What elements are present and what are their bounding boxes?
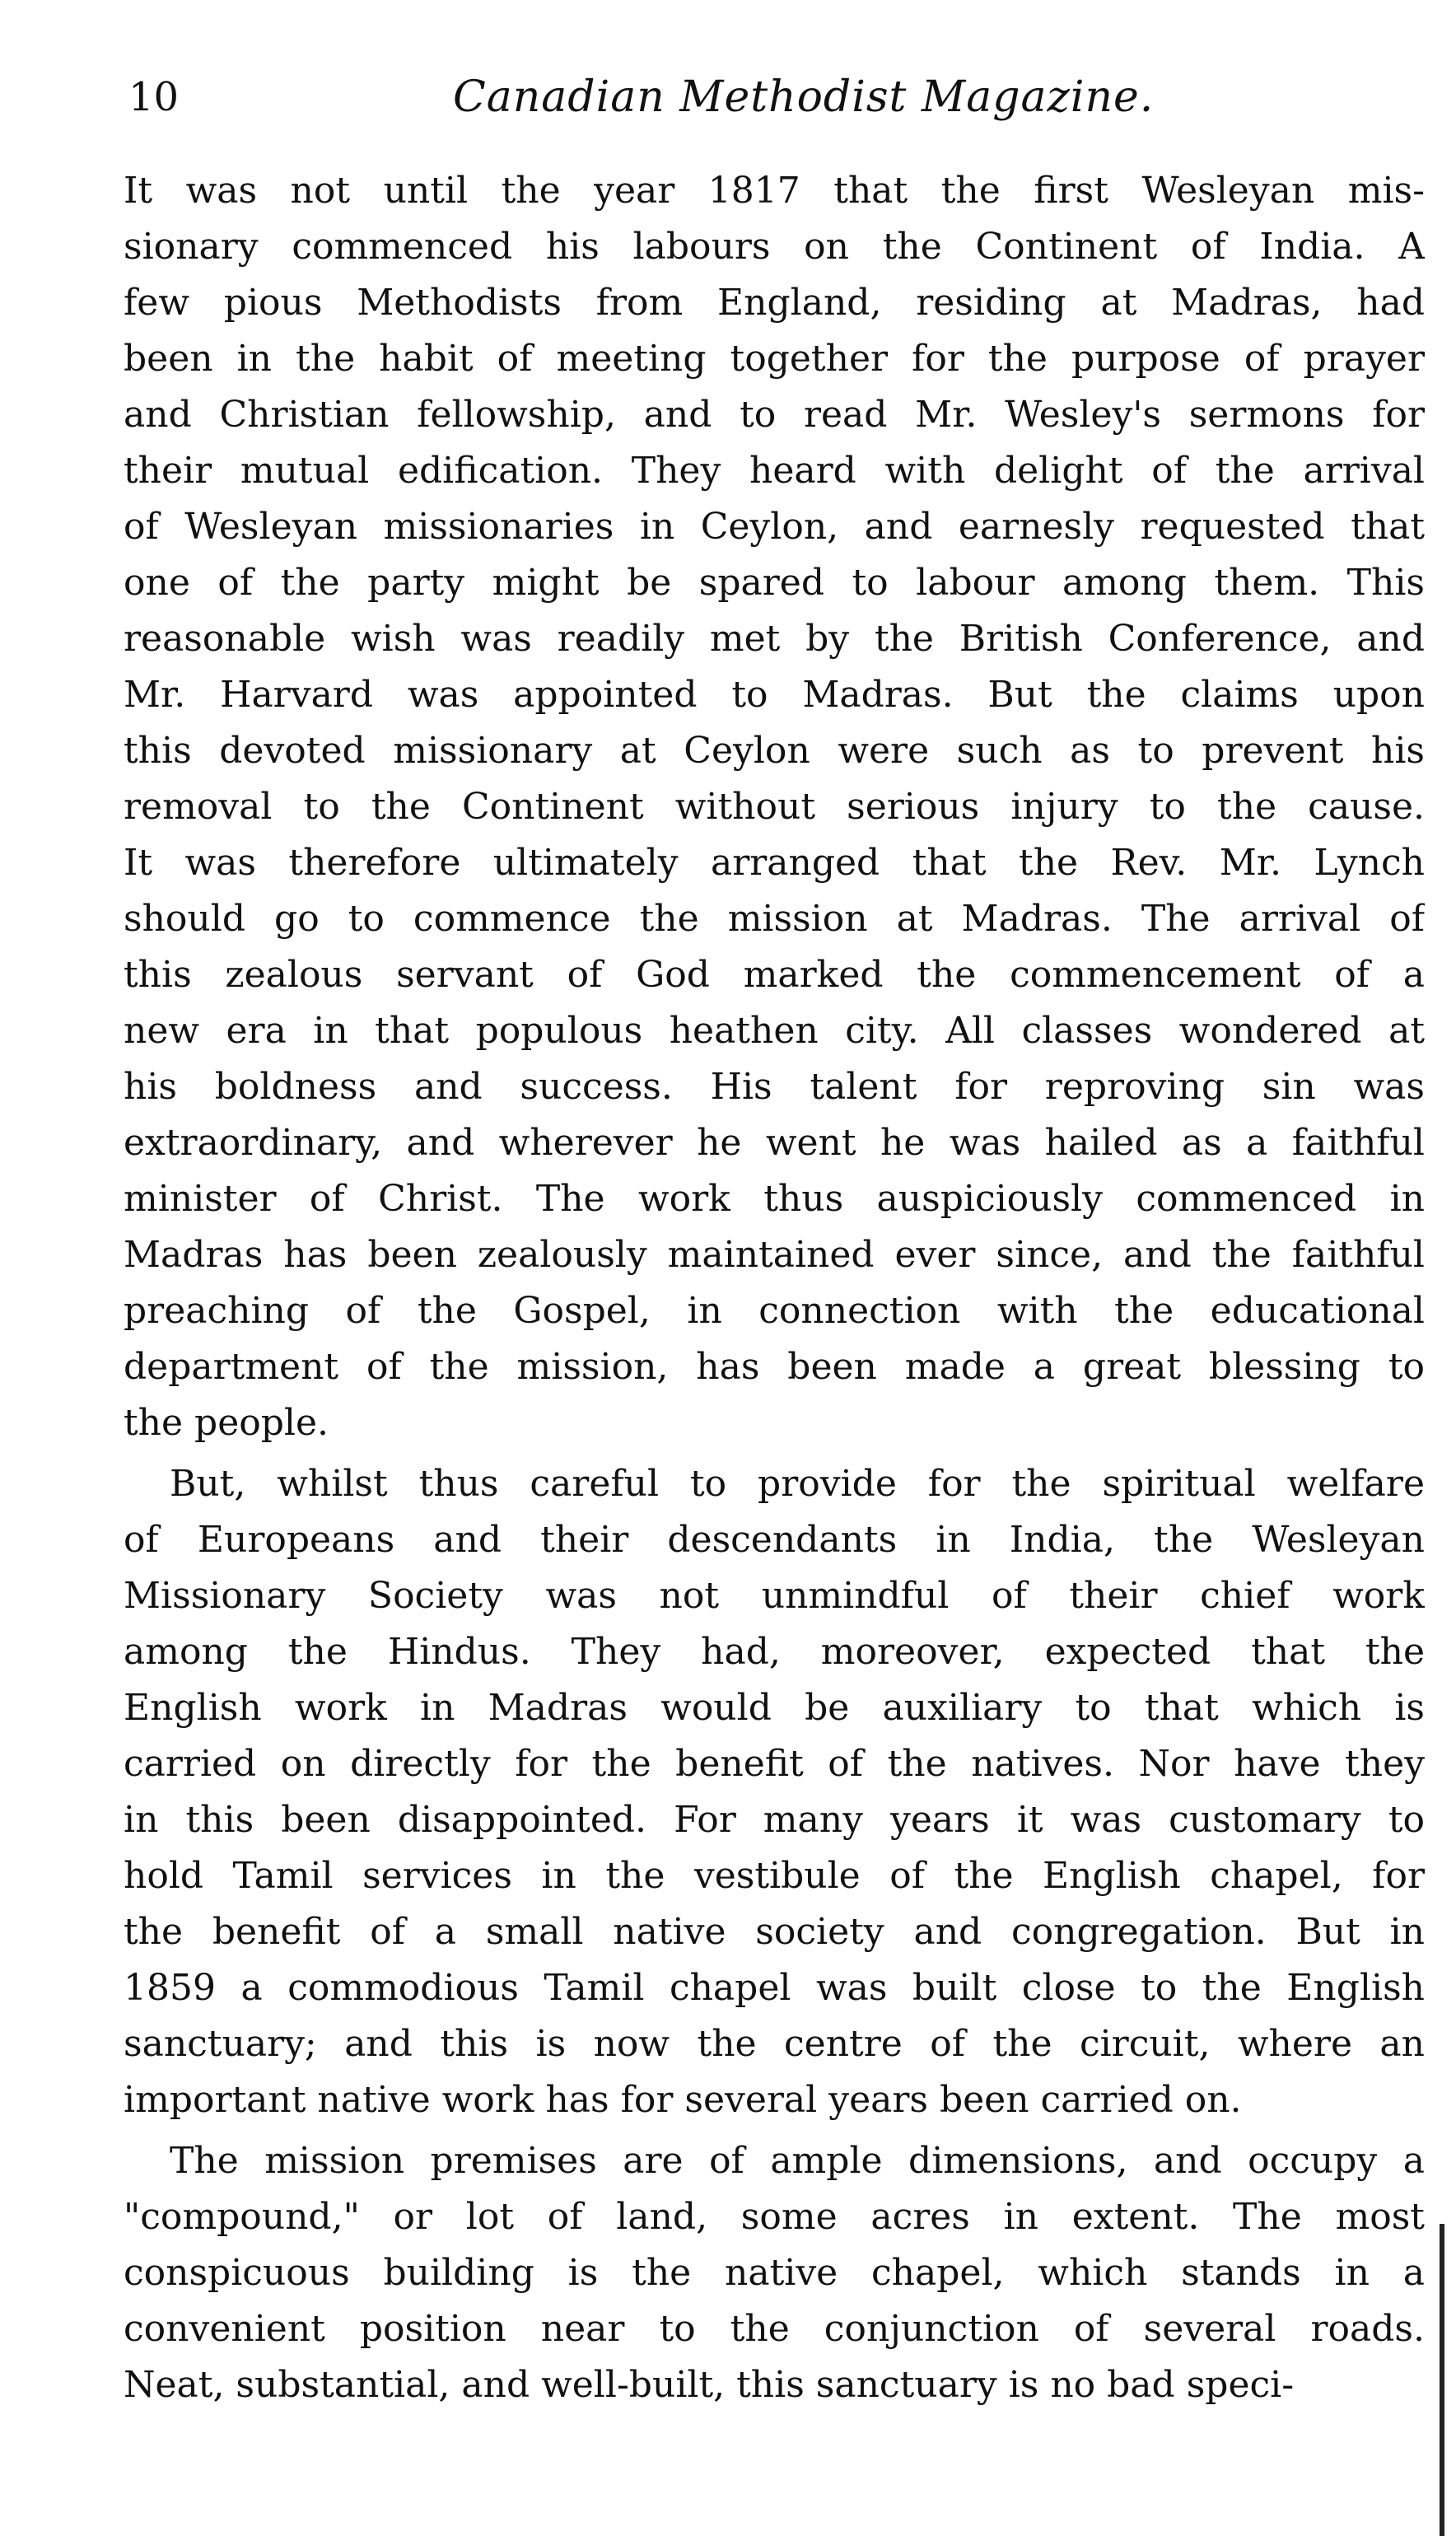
paragraph-1-line: been in the habit of meeting together for the purpose of prayer <box>124 338 1425 380</box>
paragraph-1-line: sionary commenced his labours on the Continent of India. A <box>124 226 1425 268</box>
paragraph-2-line: But, whilst thus careful to provide for the spiritual welfare <box>170 1463 1425 1505</box>
paragraph-2-line: of Europeans and their descendants in India, the Wesleyan <box>124 1519 1425 1561</box>
paragraph-2-line: important native work has for several years been carried on. <box>124 2079 1242 2121</box>
paragraph-1-line: extraordinary, and wherever he went he was hailed as a faithful <box>124 1122 1425 1164</box>
paragraph-2-line: sanctuary; and this is now the centre of the circuit, where an <box>124 2023 1425 2065</box>
paragraph-2-line: hold Tamil services in the vestibule of the English chapel, for <box>124 1855 1425 1897</box>
page-number: 10 <box>128 74 180 120</box>
page-header <box>124 64 1425 130</box>
paragraph-1-line: department of the mission, has been made a great blessing to <box>124 1346 1425 1388</box>
paragraph-1-line: the people. <box>124 1402 329 1444</box>
paragraph-1-line: this zealous servant of God marked the commencement of a <box>124 954 1425 996</box>
paragraph-1-line: Mr. Harvard was appointed to Madras. But the claims upon <box>124 674 1425 716</box>
paragraph-1-line: his boldness and success. His talent for reproving sin was <box>124 1066 1425 1108</box>
paragraph-2-line: English work in Madras would be auxiliary to that which is <box>124 1687 1425 1729</box>
paragraph-1-line: their mutual edification. They heard with delight of the arrival <box>124 450 1425 492</box>
paragraph-1-line: reasonable wish was readily met by the British Conference, and <box>124 618 1425 660</box>
paragraph-1-line: few pious Methodists from England, residing at Madras, had <box>124 282 1425 324</box>
paragraph-1-line: minister of Christ. The work thus auspiciously commenced in <box>124 1178 1425 1220</box>
paragraph-1-line: should go to commence the mission at Madras. The arrival of <box>124 898 1425 940</box>
paragraph-1-line: and Christian fellowship, and to read Mr. Wesley's sermons for <box>124 394 1425 436</box>
paragraph-1-line: of Wesleyan missionaries in Ceylon, and earnesly requested that <box>124 506 1425 548</box>
paragraph-1-line: It was not until the year 1817 that the first Wesleyan mis- <box>124 170 1425 212</box>
paragraph-3-line: "compound," or lot of land, some acres in extent. The most <box>124 2196 1425 2238</box>
paragraph-1-line: preaching of the Gospel, in connection with the educational <box>124 1290 1425 1332</box>
paragraph-3-line: convenient position near to the conjunction of several roads. <box>124 2308 1425 2350</box>
paragraph-3-line: Neat, substantial, and well-built, this sanctuary is no bad speci- <box>124 2364 1295 2406</box>
paragraph-1-line: one of the party might be spared to labour among them. This <box>124 562 1425 604</box>
paragraph-2-line: among the Hindus. They had, moreover, expected that the <box>124 1631 1425 1673</box>
paragraph-2-line: in this been disappointed. For many years it was customary to <box>124 1799 1425 1841</box>
paragraph-1-line: Madras has been zealously maintained ever since, and the faithful <box>124 1234 1425 1276</box>
page-edge-shadow <box>1440 2224 1444 2536</box>
paragraph-1-line: new era in that populous heathen city. All classes wondered at <box>124 1010 1425 1052</box>
paragraph-1-line: this devoted missionary at Ceylon were such as to prevent his <box>124 730 1425 772</box>
paragraph-1-line: It was therefore ultimately arranged that the Rev. Mr. Lynch <box>124 842 1425 884</box>
paragraph-2-line: 1859 a commodious Tamil chapel was built close to the English <box>124 1967 1425 2009</box>
paragraph-2-line: carried on directly for the benefit of the natives. Nor have they <box>124 1743 1425 1785</box>
paragraph-1-line: removal to the Continent without serious injury to the cause. <box>124 786 1425 828</box>
running-title: Canadian Methodist Magazine. <box>453 72 1155 122</box>
paragraph-3-line: The mission premises are of ample dimensions, and occupy a <box>170 2140 1425 2182</box>
article-body <box>124 163 1425 2413</box>
paragraph-2-line: Missionary Society was not unmindful of their chief work <box>124 1575 1425 1617</box>
paragraph-3-line: conspicuous building is the native chapel, which stands in a <box>124 2252 1425 2294</box>
paragraph-2-line: the benefit of a small native society and congregation. But in <box>124 1911 1425 1953</box>
